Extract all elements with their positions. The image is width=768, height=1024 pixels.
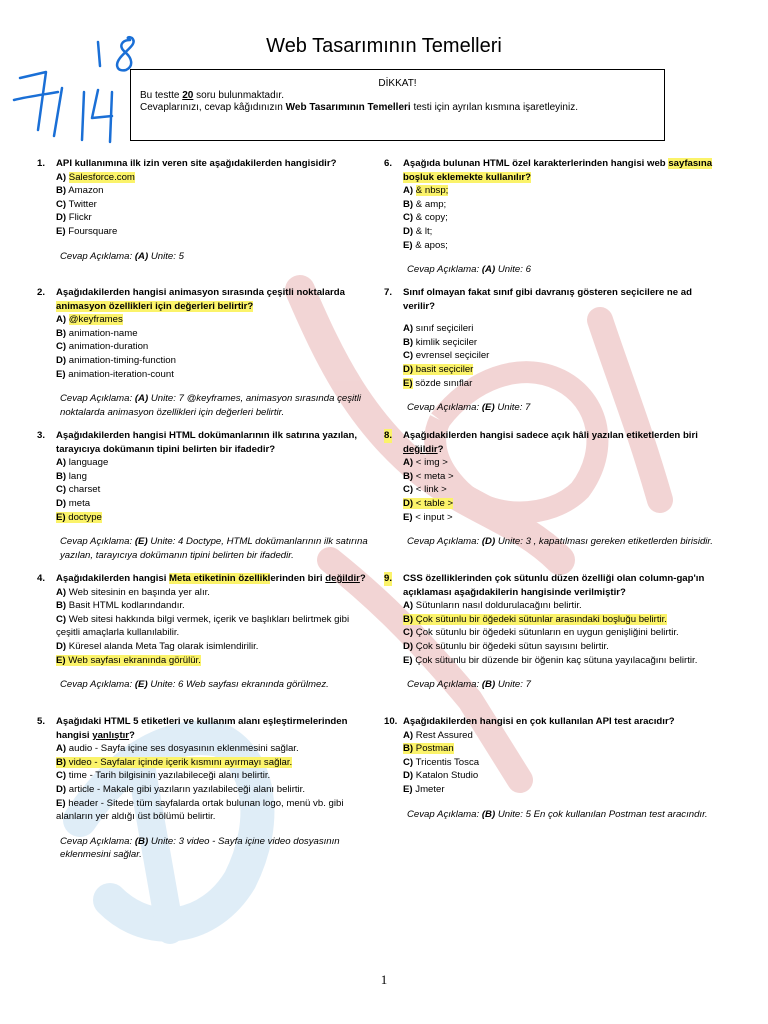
answer-explanation: Cevap Açıklama: (E) Unite: 7	[407, 402, 531, 414]
question-10: 10. Aşağıdakilerden hangisi en çok kullanılan API test aracıdır? A) Rest Assured B) Postman C) Tricentis Tosca D) Katalon Studio E) Jmeter Cevap Açıklama: (B) Unite: 5 En çok kullanılan Postman test aracındır.	[403, 715, 721, 821]
question-1: 1. API kullanımına ilk izin veren site aşağıdakilerden hangisidir? A) Salesforce.com B) Amazon C) Twitter D) Flickr E) Foursquare Cevap Açıklama: (A) Unite: 5	[56, 157, 374, 263]
option-c[interactable]: C) charset	[56, 484, 101, 496]
option-a[interactable]: A) audio - Sayfa içine ses dosyasının eklenmesini sağlar.	[56, 743, 299, 755]
option-e[interactable]: E) doctype	[56, 511, 102, 523]
option-a[interactable]: A) Sütunların nasıl doldurulacağını belirtir.	[403, 600, 582, 612]
option-d[interactable]: D) Katalon Studio	[403, 770, 479, 782]
answer-explanation: Cevap Açıklama: (B) Unite: 5 En çok kullanılan Postman test aracındır.	[407, 808, 708, 820]
option-e[interactable]: E) animation-iteration-count	[56, 368, 174, 380]
option-d[interactable]: D) Küresel alanda Meta Tag olarak isimlendirilir.	[56, 640, 259, 652]
option-b[interactable]: B) Basit HTML kodlarındandır.	[56, 600, 185, 612]
option-b[interactable]: B) Çok sütunlu bir öğedeki sütunlar arasındaki boşluğu belirtir.	[403, 613, 667, 625]
option-b[interactable]: B) Amazon	[56, 185, 104, 197]
answer-explanation: Cevap Açıklama: (E) Unite: 6 Web sayfası ekranında görülmez.	[60, 679, 329, 691]
question-6: 6. Aşağıda bulunan HTML özel karakterlerinden hangisi web sayfasına boşluk eklemekte kullanılır? A) & nbsp; B) & amp; C) & copy; D) & lt; E) & apos; Cevap Açıklama: (A) Unite: 6	[403, 157, 721, 277]
answer-explanation: Cevap Açıklama: (B) Unite: 7	[407, 679, 531, 691]
option-c[interactable]: C) Web sitesi hakkında bilgi vermek, içerik ve başlıkları belirtmek gibi çeşitli amaçlarla kullanılabilir.	[56, 613, 350, 639]
option-d[interactable]: D) Flickr	[56, 212, 92, 224]
answer-explanation: Cevap Açıklama: (A) Unite: 6	[407, 264, 531, 276]
option-d[interactable]: D) & lt;	[403, 225, 433, 237]
option-c[interactable]: C) & copy;	[403, 212, 448, 224]
question-2: 2. Aşağıdakilerden hangisi animasyon sırasında çeşitli noktalarda animasyon özellikleri için değerleri belirtir? A) @keyframes B) animation-name C) animation-duration D) animation-timing-function E) animation-iteration-count Cevap Açıklama: (A) Unite: 7 @keyframes, animasyon sırasında çeşitli noktalarda animasyon özellikleri için değerleri belirtir.	[56, 286, 374, 419]
option-e[interactable]: E) & apos;	[403, 239, 448, 251]
page-number: 1	[380, 972, 388, 987]
question-9: 9. CSS özelliklerinden çok sütunlu düzen özelliği olan column-gap'ın açıklaması aşağıdakilerin hangisinde verilmiştir? A) Sütunların nasıl doldurulacağını belirtir. B) Çok sütunlu bir öğedeki sütunlar arasındaki boşluğu belirtir. C) Çok sütunlu bir öğedeki sütunların en uygun genişliğini belirtir. D) Çok sütunlu bir öğedeki sütun sayısını belirtir. E) Çok sütunlu bir düzende bir öğenin kaç sütuna yayılacağını belirtir. Cevap Açıklama: (B) Unite: 7	[403, 572, 721, 692]
option-a[interactable]: A) Salesforce.com	[56, 171, 135, 183]
option-b[interactable]: B) animation-name	[56, 327, 138, 339]
option-b[interactable]: B) lang	[56, 470, 87, 482]
notice-heading: DİKKAT!	[378, 78, 417, 89]
option-e[interactable]: E) Çok sütunlu bir düzende bir öğenin kaç sütuna yayılacağını belirtir.	[403, 654, 698, 666]
option-d[interactable]: D) Çok sütunlu bir öğedeki sütun sayısını belirtir.	[403, 640, 609, 652]
option-d[interactable]: D) < table >	[403, 497, 454, 509]
option-a[interactable]: A) sınıf seçicileri	[403, 323, 474, 335]
option-e[interactable]: E) header - Sitede tüm sayfalarda ortak bulunan logo, menü vb. gibi alanların yer aldığı üst bölümü belirtir.	[56, 797, 344, 823]
option-b[interactable]: B) Postman	[403, 743, 454, 755]
option-e[interactable]: E) Jmeter	[403, 783, 445, 795]
option-c[interactable]: C) evrensel seçiciler	[403, 350, 490, 362]
answer-explanation: Cevap Açıklama: (D) Unite: 3 , kapatılması gereken etiketlerden birisidir.	[407, 536, 713, 548]
option-a[interactable]: A) & nbsp;	[403, 185, 449, 197]
answer-explanation: Cevap Açıklama: (E) Unite: 4 Doctype, HTML dokümanlarının ilk satırına yazılan, tarayıcıya dokümanın tipini belirten bir ifadedir.	[60, 536, 368, 561]
option-b[interactable]: B) kimlik seçiciler	[403, 336, 478, 348]
option-b[interactable]: B) & amp;	[403, 198, 447, 210]
question-5: 5. Aşağıdaki HTML 5 etiketleri ve kullanım alanı eşleştirmelerinden hangisi yanlıştır? A) audio - Sayfa içine ses dosyasının eklenmesini sağlar. B) video - Sayfalar içinde içerik kısmını ayırmayı sağlar. C) time - Tarih bilgisinin yazılabileceği alanı belirtir. D) article - Makale gibi yazıların yazılabileceği alanı belirtir. E) header - Sitede tüm sayfalarda ortak bulunan logo, menü vb. gibi alanların yer aldığı üst bölümü belirtir. Cevap Açıklama: (B) Unite: 3 video - Sayfa içine video dosyasının eklenmesini sağlar.	[56, 715, 374, 862]
option-c[interactable]: C) animation-duration	[56, 341, 149, 353]
question-3: 3. Aşağıdakilerden hangisi HTML dokümanlarının ilk satırına yazılan, tarayıcıya dokümanın tipini belirten bir ifadedir? A) language B) lang C) charset D) meta E) doctype Cevap Açıklama: (E) Unite: 4 Doctype, HTML dokümanlarının ilk satırına yazılan, tarayıcıya dokümanın tipini belirten bir ifadedir.	[56, 429, 374, 562]
option-a[interactable]: A) Web sitesinin en başında yer alır.	[56, 586, 210, 598]
notice-line-1: Bu testte 20 soru bulunmaktadır.	[140, 90, 284, 101]
option-c[interactable]: C) Twitter	[56, 198, 97, 210]
option-c[interactable]: C) time - Tarih bilgisinin yazılabileceği alanı belirtir.	[56, 770, 271, 782]
option-a[interactable]: A) < img >	[403, 457, 448, 469]
option-e[interactable]: E) sözde sınıflar	[403, 377, 473, 389]
option-a[interactable]: A) language	[56, 457, 109, 469]
answer-explanation: Cevap Açıklama: (A) Unite: 5	[60, 250, 184, 262]
option-d[interactable]: D) animation-timing-function	[56, 354, 176, 366]
option-c[interactable]: C) Çok sütunlu bir öğedeki sütunların en uygun genişliğini belirtir.	[403, 627, 679, 639]
option-a[interactable]: A) @keyframes	[56, 314, 123, 326]
option-b[interactable]: B) < meta >	[403, 470, 454, 482]
option-d[interactable]: D) basit seçiciler	[403, 363, 474, 375]
option-c[interactable]: C) Tricentis Tosca	[403, 756, 480, 768]
option-b[interactable]: B) video - Sayfalar içinde içerik kısmını ayırmayı sağlar.	[56, 756, 293, 768]
option-e[interactable]: E) Foursquare	[56, 225, 118, 237]
option-c[interactable]: C) < link >	[403, 484, 447, 496]
answer-explanation: Cevap Açıklama: (A) Unite: 7 @keyframes, animasyon sırasında çeşitli noktalarda animasyon özellikleri için değerleri belirtir.	[60, 393, 362, 418]
answer-explanation: Cevap Açıklama: (B) Unite: 3 video - Sayfa içine video dosyasının eklenmesini sağlar.	[60, 835, 340, 861]
notice-line-2: Cevaplarınızı, cevap kâğıdınızın Web Tasarımının Temelleri testi için ayrılan kısmına işaretleyiniz.	[140, 102, 578, 113]
notice-box	[130, 69, 665, 141]
question-4: 4. Aşağıdakilerden hangisi Meta etiketinin özelliklerinden biri değildir? A) Web sitesinin en başında yer alır. B) Basit HTML kodlarındandır. C) Web sitesi hakkında bilgi vermek, içerik ve başlıkları belirtmek gibi çeşitli amaçlarla kullanılabilir. D) Küresel alanda Meta Tag olarak isimlendirilir. E) Web sayfası ekranında görülür. Cevap Açıklama: (E) Unite: 6 Web sayfası ekranında görülmez.	[56, 572, 374, 692]
page-title: Web Tasarımının Temelleri	[266, 35, 502, 57]
handwriting-score-text: 18	[0, 0, 2, 1]
question-8: 8. Aşağıdakilerden hangisi sadece açık hâli yazılan etiketlerden biri değildir? A) < img > B) < meta > C) < link > D) < table > E) < input > Cevap Açıklama: (D) Unite: 3 , kapatılması gereken etiketlerden birisidir.	[403, 429, 721, 549]
option-e[interactable]: E) < input >	[403, 511, 453, 523]
option-a[interactable]: A) Rest Assured	[403, 729, 473, 741]
question-count: 20	[182, 90, 194, 101]
option-e[interactable]: E) Web sayfası ekranında görülür.	[56, 654, 201, 666]
option-d[interactable]: D) article - Makale gibi yazıların yazılabileceği alanı belirtir.	[56, 783, 306, 795]
option-d[interactable]: D) meta	[56, 497, 91, 509]
question-7: 7. Sınıf olmayan fakat sınıf gibi davranış gösteren seçicilere ne ad verilir? A) sınıf seçicileri B) kimlik seçiciler C) evrensel seçiciler D) basit seçiciler E) sözde sınıflar Cevap Açıklama: (E) Unite: 7	[403, 286, 721, 415]
